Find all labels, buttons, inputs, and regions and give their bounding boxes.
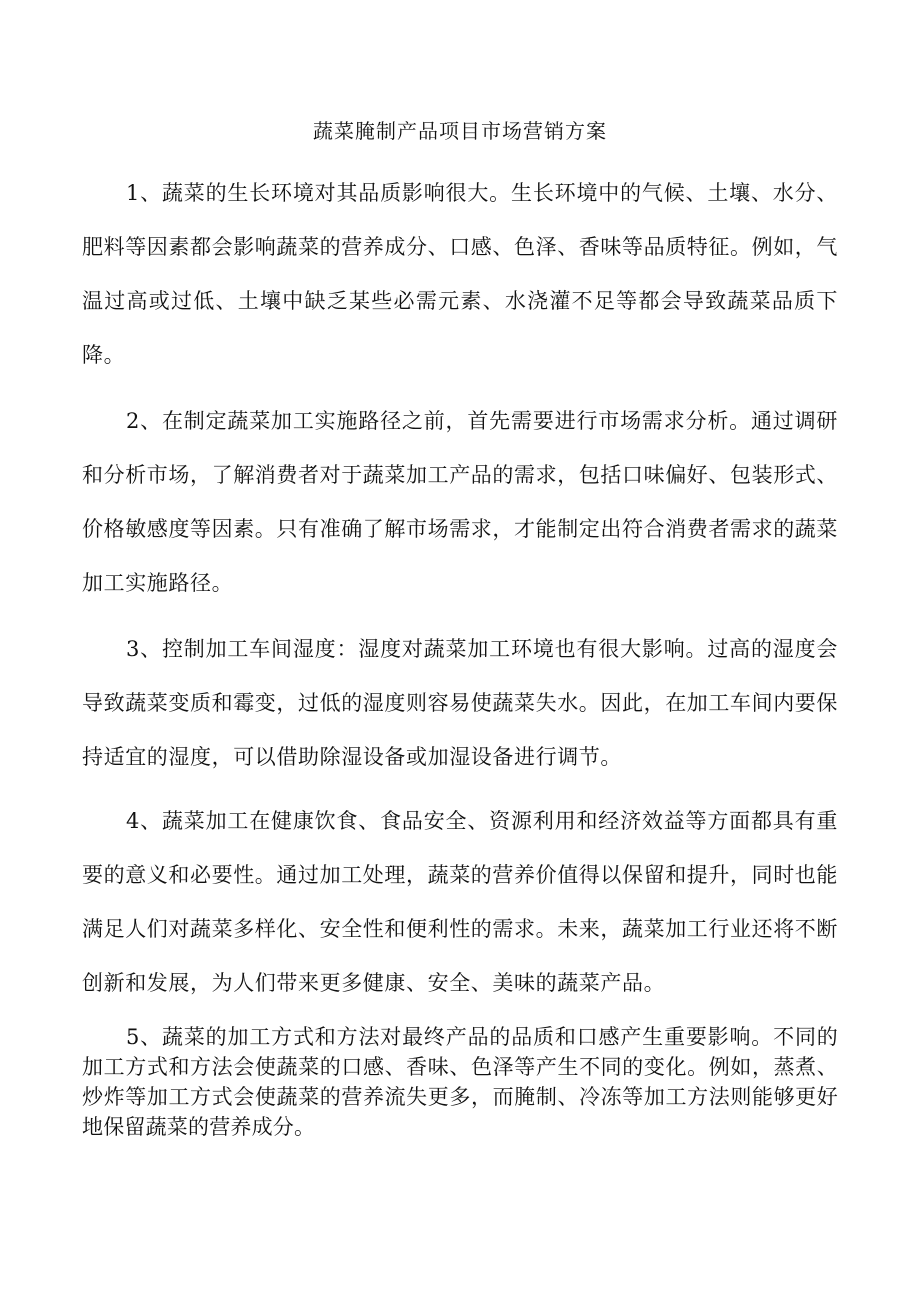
paragraph-2: 2、在制定蔬菜加工实施路径之前，首先需要进行市场需求分析。通过调研和分析市场，了解消费者对于蔬菜加工产品的需求，包括口味偏好、包装形式、价格敏感度等因素。只有准确了解市场需求，才能制定出符合消费者需求的蔬菜加工实施路径。 [82,409,838,595]
paragraph-5: 5、蔬菜的加工方式和方法对最终产品的品质和口感产生重要影响。不同的加工方式和方法会使蔬菜的口感、香味、色泽等产生不同的变化。例如，蒸煮、炒炸等加工方式会使蔬菜的营养流失更多，而腌制、冷冻等加工方法则能够更好地保留蔬菜的营养成分。 [82,1025,838,1139]
paragraph-4: 4、蔬菜加工在健康饮食、食品安全、资源利用和经济效益等方面都具有重要的意义和必要性。通过加工处理，蔬菜的营养价值得以保留和提升，同时也能满足人们对蔬菜多样化、安全性和便利性的需求。未来，蔬菜加工行业还将不断创新和发展，为人们带来更多健康、安全、美味的蔬菜产品。 [82,809,838,995]
paragraph-3: 3、控制加工车间湿度：湿度对蔬菜加工环境也有很大影响。过高的湿度会导致蔬菜变质和霉变，过低的湿度则容易使蔬菜失水。因此，在加工车间内要保持适宜的湿度，可以借助除湿设备或加湿设备进行调节。 [82,637,838,769]
document-title: 蔬菜腌制产品项目市场营销方案 [313,119,607,143]
paragraph-1: 1、蔬菜的生长环境对其品质影响很大。生长环境中的气候、土壤、水分、肥料等因素都会影响蔬菜的营养成分、口感、色泽、香味等品质特征。例如，气温过高或过低、土壤中缺乏某些必需元素、水浇灌不足等都会导致蔬菜品质下降。 [82,181,838,367]
